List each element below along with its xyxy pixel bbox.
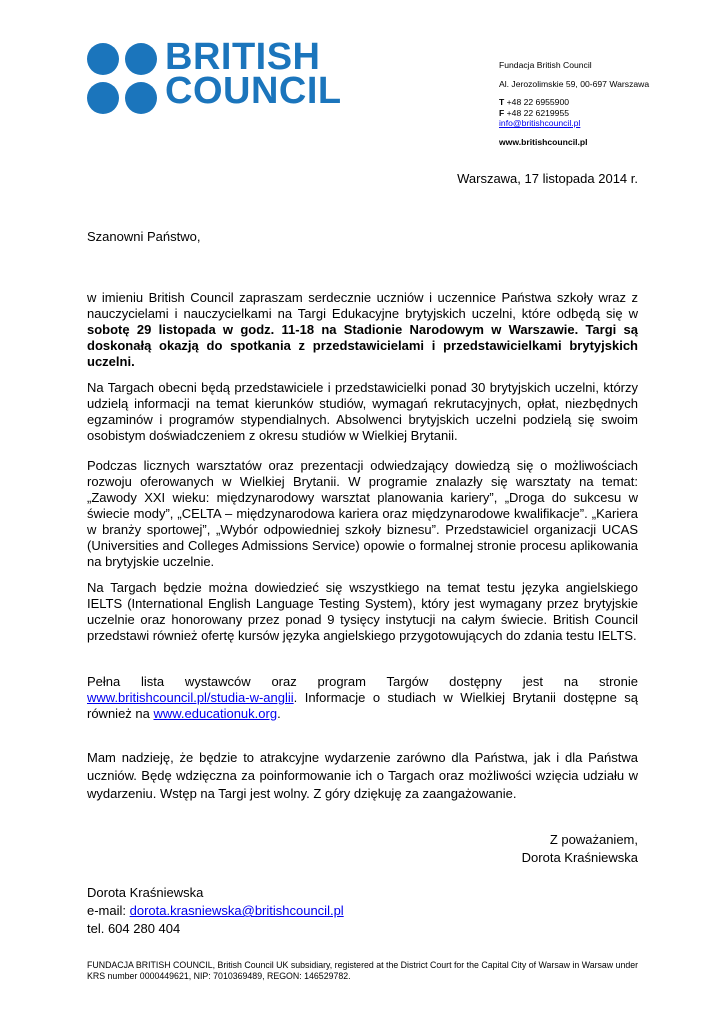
paragraph-6: Mam nadzieję, że będzie to atrakcyjne wydarzenie zarówno dla Państwa, jak i dla Państwa uczniów. Będę wdzięczna za poinformowanie ich o Targach oraz możliwości wzięcia udziału w wydarzeniu. Wstęp na Targi jest wolny. Z góry dziękuję za zaangażowanie.	[87, 750, 638, 801]
contact-name: Dorota Kraśniewska	[87, 885, 204, 900]
closing-signature: Dorota Kraśniewska	[521, 850, 638, 865]
paragraph-2: Na Targach obecni będą przedstawiciele i przedstawicielki ponad 30 brytyjskich uczelni, którzy udzielą informacji na temat kierunków studiów, wymagań rekrutacyjnych, opłat, niezbędnych egzaminów i programów stypendialnych. Absolwenci brytyjskich uczelni podzielą się swoim osobistym doświadczeniem z okresu studiów w Wielkiej Brytanii.	[87, 380, 638, 443]
contact-email-link[interactable]: dorota.krasniewska@britishcouncil.pl	[129, 903, 344, 918]
contact-block	[87, 884, 344, 938]
paragraph-3: Podczas licznych warsztatów oraz prezentacji odwiedzający dowiedzą się o możliwościach rozwoju oferowanych w Wielkiej Brytanii. W programie znalazły się warsztaty na temat: „Zawody XXI wieku: międzynarodowy warsztat planowania kariery”, „Droga do sukcesu w świecie mody”, „CELTA – międzynarodowa kariera oraz międzynarodowe kwalifikacje”. „Kariera w branży sportowej”, „Wybór odpowiedniej szkoły biznesu”. Przedstawiciel organizacji UCAS (Universities and Colleges Admissions Service) opowie o formalnej stronie procesu aplikowania na brytyjskie uczelnie.	[87, 458, 638, 569]
legal-footer: FUNDACJA BRITISH COUNCIL, British Council UK subsidiary, registered at the District Court for the Capital City of Warsaw in Warsaw under KRS number 0000449621, NIP: 7010369489, REGON: 146529782.	[87, 960, 639, 981]
phone-line: T +48 22 6955900	[499, 97, 570, 107]
website-text: www.britishcouncil.pl	[499, 136, 588, 147]
street-address: Al. Jerozolimskie 59, 00-697 Warszawa	[499, 78, 650, 89]
logo-line-2: COUNCIL	[165, 70, 342, 112]
address-block	[499, 60, 699, 147]
logo-wordmark	[165, 36, 342, 112]
logo-dots-icon	[86, 42, 166, 116]
fax-line: F +48 22 6219955	[499, 107, 570, 118]
closing-block	[522, 831, 638, 867]
paragraph-5: Pełna lista wystawców oraz program Targów dostępny jest na stronie www.britishcouncil.pl/studia-w-anglii. Informacje o studiach w Wielkiej Brytanii dostępne są również na www.educationuk.org.	[87, 674, 638, 721]
salutation: Szanowni Państwo,	[87, 229, 201, 244]
studia-link[interactable]: www.britishcouncil.pl/studia-w-anglii	[87, 690, 294, 705]
educationuk-link[interactable]: www.educationuk.org	[153, 706, 278, 721]
info-email-link[interactable]: info@britishcouncil.pl	[499, 118, 581, 128]
org-name: Fundacja British Council	[499, 60, 592, 70]
closing-phrase: Z poważaniem,	[549, 832, 638, 847]
paragraph-1: w imieniu British Council zapraszam serdecznie uczniów i uczennice Państwa szkoły wraz z nauczycielami i nauczycielkami na Targi Edukacyjne brytyjskich uczelni, które odbędą się w sobotę 29 listopada w godz. 11-18 na Stadionie Narodowym w Warszawie. Targi są doskonałą okazją do spotkania z przedstawicielami i przedstawicielkami brytyjskich uczelni.	[87, 290, 638, 369]
paragraph-4: Na Targach będzie można dowiedzieć się wszystkiego na temat testu języka angielskiego IELTS (International English Language Testing System), który jest wymagany przez brytyjskie uczelnie oraz honorowany przez ponad 9 tysięcy instytucji na całym świecie. British Council przedstawi również ofertę kursów języka angielskiego przygotowujących do zdania testu IELTS.	[87, 580, 638, 643]
logo-line-1: BRITISH	[165, 36, 321, 78]
contact-email-line: e-mail: dorota.krasniewska@britishcouncil.pl	[87, 903, 344, 918]
letter-date: Warszawa, 17 listopada 2014 r.	[457, 171, 638, 186]
contact-phone: tel. 604 280 404	[87, 921, 181, 936]
